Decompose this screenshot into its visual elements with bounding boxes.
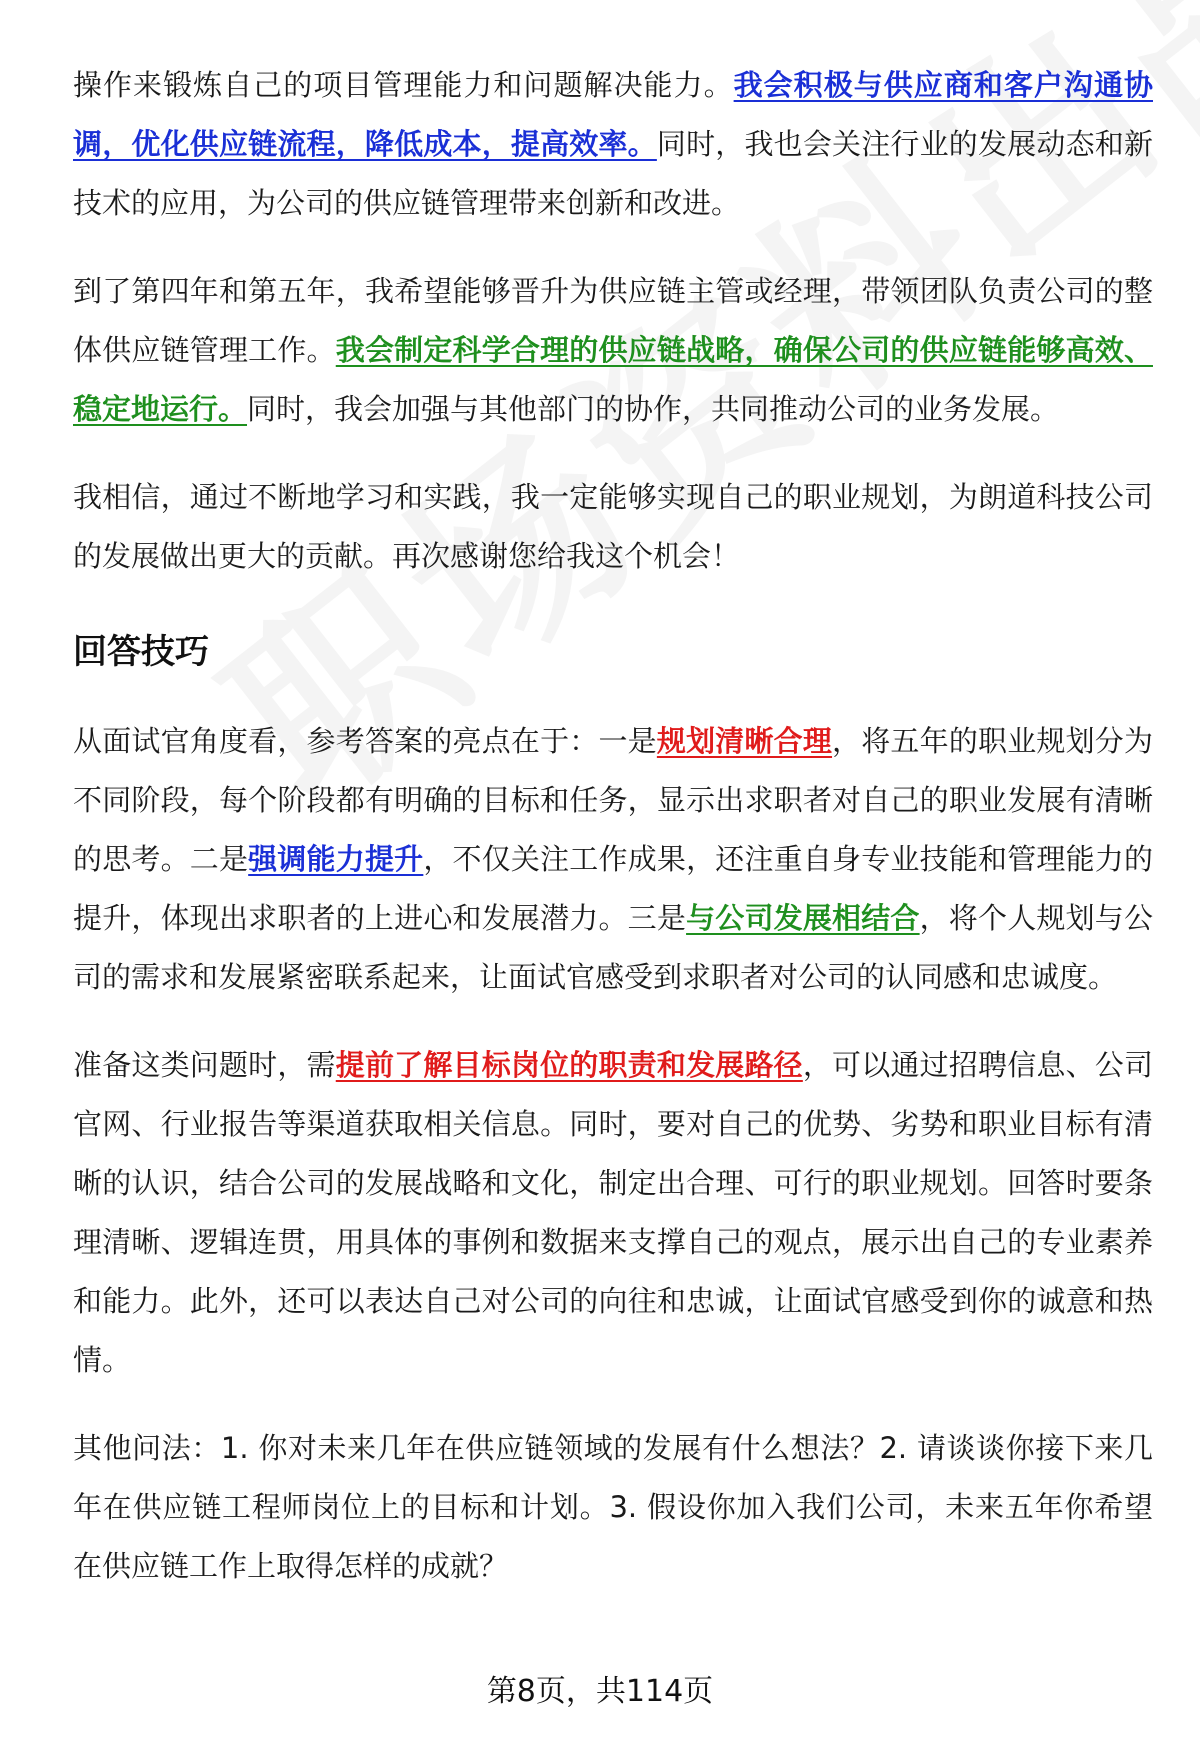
text-run: ，不仅关注工作成果，还注重自身专业技能和管理能力的提升，体现出求职者的上进心和发展潜力。三是: [73, 842, 1153, 935]
page-content: [73, 56, 1153, 1596]
answer-section: [73, 56, 1153, 586]
text-run: 操作来锻炼自己的项目管理能力和问题解决能力。: [73, 68, 734, 102]
text-run: 其他问法：1. 你对未来几年在供应链领域的发展有什么想法？2. 请谈谈你接下来几年在供应链工程师岗位上的目标和计划。3. 假设你加入我们公司，未来五年你希望在供应链工作上取得怎样的成就？: [73, 1431, 1153, 1583]
highlight-green: 与公司发展相结合: [686, 901, 920, 935]
highlight-green: 我会制定科学合理的供应链战略，确保公司的供应链能够高效、稳定地运行。: [73, 333, 1153, 426]
section-heading: 回答技巧: [73, 632, 209, 672]
text-run: 同时，我会加强与其他部门的协作，共同推动公司的业务发展。: [247, 392, 1060, 426]
highlight-red: 提前了解目标岗位的职责和发展路径: [335, 1048, 803, 1082]
text-run: 从面试官角度看，参考答案的亮点在于：一是: [73, 724, 657, 758]
page-footer: 第8页，共114页: [486, 1674, 714, 1709]
paragraph: [73, 1036, 1153, 1390]
highlight-blue: 强调能力提升: [248, 842, 424, 876]
paragraph: [73, 262, 1153, 439]
highlight-blue: 我会积极与供应商和客户沟通协调，优化供应链流程，降低成本，提高效率。: [73, 68, 1153, 161]
text-run: 我相信，通过不断地学习和实践，我一定能够实现自己的职业规划，为朗道科技公司的发展做出更大的贡献。再次感谢您给我这个机会！: [73, 480, 1153, 573]
paragraph: [73, 712, 1153, 1007]
text-run: 到了第四年和第五年，我希望能够晋升为供应链主管或经理，带领团队负责公司的整体供应链管理工作。: [73, 274, 1153, 367]
text-run: ，将五年的职业规划分为不同阶段，每个阶段都有明确的目标和任务，显示出求职者对自己的职业发展有清晰的思考。二是: [73, 724, 1153, 876]
paragraph: [73, 468, 1153, 586]
text-run: 准备这类问题时，需: [73, 1048, 336, 1082]
text-run: 同时，我也会关注行业的发展动态和新技术的应用，为公司的供应链管理带来创新和改进。: [73, 127, 1153, 220]
paragraph: [73, 1419, 1153, 1596]
paragraph: [73, 56, 1153, 233]
text-run: ，将个人规划与公司的需求和发展紧密联系起来，让面试官感受到求职者对公司的认同感和忠诚度。: [73, 901, 1153, 994]
tips-section: [73, 712, 1153, 1596]
text-run: ，可以通过招聘信息、公司官网、行业报告等渠道获取相关信息。同时，要对自己的优势、劣势和职业目标有清晰的认识，结合公司的发展战略和文化，制定出合理、可行的职业规划。回答时要条理清晰、逻辑连贯，用具体的事例和数据来支撑自己的观点，展示出自己的专业素养和能力。此外，还可以表达自己对公司的向往和忠诚，让面试官感受到你的诚意和热情。: [73, 1048, 1153, 1377]
highlight-red: 规划清晰合理: [656, 724, 833, 758]
